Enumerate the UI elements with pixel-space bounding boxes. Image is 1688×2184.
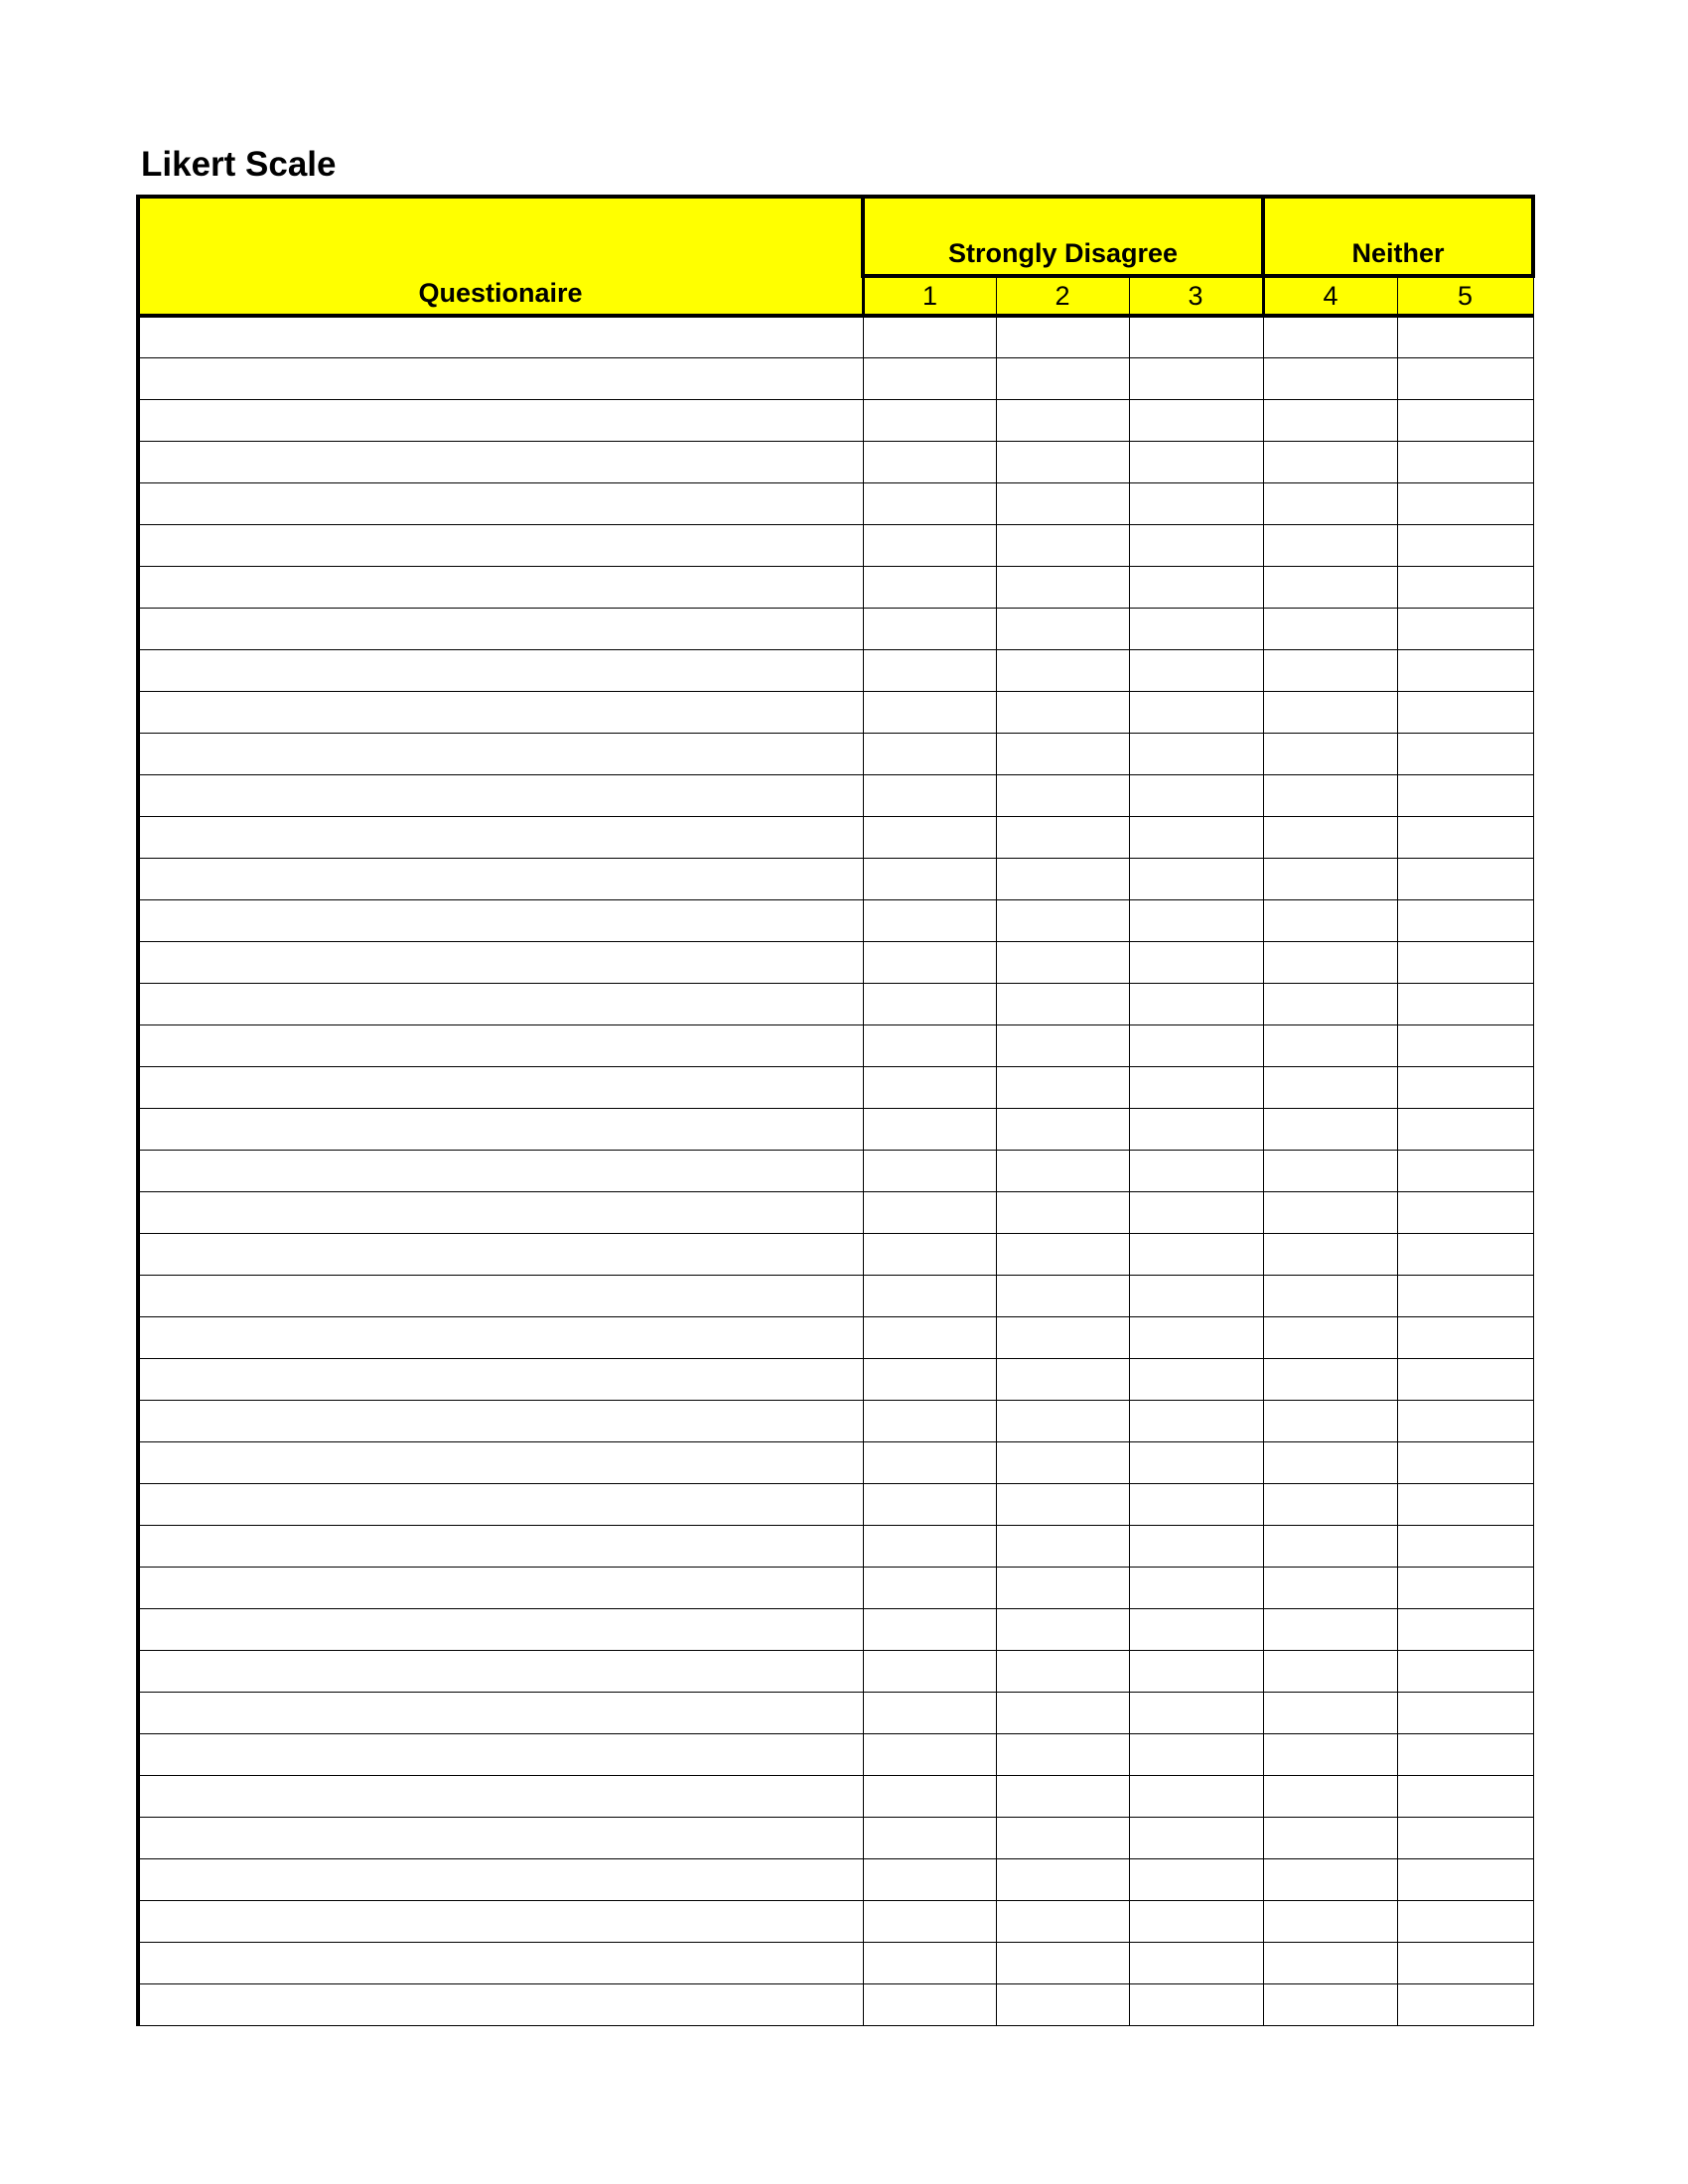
response-row (138, 1608, 1533, 1650)
question-cell[interactable] (138, 1817, 863, 1858)
rating-cell-4[interactable] (1263, 1024, 1397, 1066)
question-cell[interactable] (138, 1942, 863, 1983)
rating-cell-5[interactable] (1397, 357, 1533, 399)
question-cell[interactable] (138, 858, 863, 899)
question-cell[interactable] (138, 816, 863, 858)
rating-cell-5[interactable] (1397, 399, 1533, 441)
rating-cell-1[interactable] (863, 1275, 996, 1316)
rating-cell-5[interactable] (1397, 649, 1533, 691)
rating-cell-2[interactable] (996, 1858, 1129, 1900)
rating-cell-2[interactable] (996, 899, 1129, 941)
rating-cell-4[interactable] (1263, 566, 1397, 608)
response-row (138, 1441, 1533, 1483)
rating-cell-1[interactable] (863, 649, 996, 691)
question-cell[interactable] (138, 1108, 863, 1150)
rating-cell-3[interactable] (1129, 983, 1263, 1024)
rating-cell-1[interactable] (863, 1733, 996, 1775)
rating-cell-5[interactable] (1397, 1024, 1533, 1066)
rating-cell-4[interactable] (1263, 649, 1397, 691)
rating-cell-1[interactable] (863, 1150, 996, 1191)
rating-cell-1[interactable] (863, 816, 996, 858)
rating-cell-3[interactable] (1129, 441, 1263, 482)
rating-cell-1[interactable] (863, 1525, 996, 1567)
rating-cell-3[interactable] (1129, 1900, 1263, 1942)
rating-cell-3[interactable] (1129, 1275, 1263, 1316)
response-row (138, 1983, 1533, 2025)
rating-cell-5[interactable] (1397, 983, 1533, 1024)
strongly-disagree-header[interactable]: Strongly Disagree (863, 197, 1263, 276)
rating-cell-2[interactable] (996, 774, 1129, 816)
rating-cell-5[interactable] (1397, 899, 1533, 941)
question-cell[interactable] (138, 899, 863, 941)
scale-header-2[interactable]: 2 (996, 276, 1129, 316)
response-row (138, 816, 1533, 858)
rating-cell-3[interactable] (1129, 1525, 1263, 1567)
rating-cell-5[interactable] (1397, 1275, 1533, 1316)
rating-cell-2[interactable] (996, 524, 1129, 566)
rating-cell-5[interactable] (1397, 566, 1533, 608)
question-cell[interactable] (138, 441, 863, 482)
rating-cell-2[interactable] (996, 399, 1129, 441)
question-cell[interactable] (138, 983, 863, 1024)
question-cell[interactable] (138, 1400, 863, 1441)
rating-cell-5[interactable] (1397, 1858, 1533, 1900)
rating-cell-3[interactable] (1129, 1108, 1263, 1150)
rating-cell-3[interactable] (1129, 1983, 1263, 2025)
rating-cell-3[interactable] (1129, 1608, 1263, 1650)
rating-cell-2[interactable] (996, 1567, 1129, 1608)
response-row (138, 1358, 1533, 1400)
rating-cell-4[interactable] (1263, 1900, 1397, 1942)
response-row (138, 399, 1533, 441)
rating-cell-2[interactable] (996, 1983, 1129, 2025)
scale-header-4[interactable]: 4 (1263, 276, 1397, 316)
rating-cell-4[interactable] (1263, 441, 1397, 482)
rating-cell-3[interactable] (1129, 1150, 1263, 1191)
response-row (138, 941, 1533, 983)
question-cell[interactable] (138, 566, 863, 608)
rating-cell-4[interactable] (1263, 524, 1397, 566)
rating-cell-1[interactable] (863, 1650, 996, 1692)
response-row (138, 524, 1533, 566)
rating-cell-3[interactable] (1129, 1358, 1263, 1400)
rating-cell-3[interactable] (1129, 899, 1263, 941)
rating-cell-1[interactable] (863, 1400, 996, 1441)
response-row (138, 1483, 1533, 1525)
rating-cell-4[interactable] (1263, 1150, 1397, 1191)
response-row (138, 1650, 1533, 1692)
sheet-title: Likert Scale (141, 145, 337, 184)
rating-cell-3[interactable] (1129, 1692, 1263, 1733)
rating-cell-1[interactable] (863, 524, 996, 566)
rating-cell-4[interactable] (1263, 1567, 1397, 1608)
response-row (138, 1275, 1533, 1316)
questionnaire-header[interactable]: Questionaire (138, 197, 863, 316)
rating-cell-1[interactable] (863, 1024, 996, 1066)
rating-cell-4[interactable] (1263, 357, 1397, 399)
rating-cell-1[interactable] (863, 1858, 996, 1900)
rating-cell-2[interactable] (996, 858, 1129, 899)
rating-cell-1[interactable] (863, 941, 996, 983)
rating-cell-3[interactable] (1129, 1233, 1263, 1275)
rating-cell-5[interactable] (1397, 524, 1533, 566)
rating-cell-3[interactable] (1129, 1567, 1263, 1608)
rating-cell-3[interactable] (1129, 316, 1263, 357)
rating-cell-4[interactable] (1263, 1275, 1397, 1316)
rating-cell-3[interactable] (1129, 691, 1263, 733)
rating-cell-4[interactable] (1263, 733, 1397, 774)
rating-cell-4[interactable] (1263, 316, 1397, 357)
scale-header-1[interactable]: 1 (863, 276, 996, 316)
question-cell[interactable] (138, 1692, 863, 1733)
response-row (138, 608, 1533, 649)
rating-cell-4[interactable] (1263, 1525, 1397, 1567)
rating-cell-3[interactable] (1129, 566, 1263, 608)
rating-cell-3[interactable] (1129, 774, 1263, 816)
question-cell[interactable] (138, 1525, 863, 1567)
question-cell[interactable] (138, 691, 863, 733)
rating-cell-3[interactable] (1129, 1942, 1263, 1983)
rating-cell-1[interactable] (863, 1692, 996, 1733)
rating-cell-2[interactable] (996, 1775, 1129, 1817)
rating-cell-2[interactable] (996, 1275, 1129, 1316)
rating-cell-1[interactable] (863, 357, 996, 399)
question-cell[interactable] (138, 1441, 863, 1483)
rating-cell-5[interactable] (1397, 1316, 1533, 1358)
rating-cell-1[interactable] (863, 733, 996, 774)
rating-cell-3[interactable] (1129, 733, 1263, 774)
rating-cell-5[interactable] (1397, 1650, 1533, 1692)
rating-cell-2[interactable] (996, 1483, 1129, 1525)
rating-cell-2[interactable] (996, 1650, 1129, 1692)
question-cell[interactable] (138, 941, 863, 983)
response-row (138, 1858, 1533, 1900)
rating-cell-5[interactable] (1397, 1108, 1533, 1150)
rating-cell-1[interactable] (863, 1191, 996, 1233)
rating-cell-1[interactable] (863, 316, 996, 357)
rating-cell-2[interactable] (996, 1692, 1129, 1733)
rating-cell-5[interactable] (1397, 816, 1533, 858)
question-cell[interactable] (138, 1066, 863, 1108)
rating-cell-2[interactable] (996, 733, 1129, 774)
rating-cell-4[interactable] (1263, 1400, 1397, 1441)
response-row (138, 1525, 1533, 1567)
response-row (138, 482, 1533, 524)
response-row (138, 774, 1533, 816)
rating-cell-5[interactable] (1397, 1733, 1533, 1775)
rating-cell-1[interactable] (863, 1608, 996, 1650)
rating-cell-1[interactable] (863, 441, 996, 482)
response-row (138, 1024, 1533, 1066)
rating-cell-4[interactable] (1263, 399, 1397, 441)
rating-cell-3[interactable] (1129, 482, 1263, 524)
rating-cell-2[interactable] (996, 357, 1129, 399)
rating-cell-2[interactable] (996, 1900, 1129, 1942)
question-cell[interactable] (138, 1191, 863, 1233)
question-cell[interactable] (138, 1858, 863, 1900)
rating-cell-3[interactable] (1129, 1066, 1263, 1108)
question-cell[interactable] (138, 1358, 863, 1400)
question-cell[interactable] (138, 1608, 863, 1650)
scale-header-3[interactable]: 3 (1129, 276, 1263, 316)
response-row (138, 1233, 1533, 1275)
rating-cell-2[interactable] (996, 1525, 1129, 1567)
rating-cell-5[interactable] (1397, 1942, 1533, 1983)
rating-cell-5[interactable] (1397, 941, 1533, 983)
response-row (138, 316, 1533, 357)
rating-cell-3[interactable] (1129, 1400, 1263, 1441)
rating-cell-5[interactable] (1397, 1775, 1533, 1817)
rating-cell-2[interactable] (996, 1358, 1129, 1400)
rating-cell-4[interactable] (1263, 1983, 1397, 2025)
rating-cell-1[interactable] (863, 1066, 996, 1108)
rating-cell-1[interactable] (863, 1817, 996, 1858)
question-cell[interactable] (138, 1275, 863, 1316)
rating-cell-1[interactable] (863, 1900, 996, 1942)
question-cell[interactable] (138, 1983, 863, 2025)
rating-cell-4[interactable] (1263, 899, 1397, 941)
rating-cell-1[interactable] (863, 1441, 996, 1483)
rating-cell-2[interactable] (996, 816, 1129, 858)
question-cell[interactable] (138, 774, 863, 816)
rating-cell-5[interactable] (1397, 774, 1533, 816)
rating-cell-3[interactable] (1129, 357, 1263, 399)
rating-cell-1[interactable] (863, 1983, 996, 2025)
rating-cell-5[interactable] (1397, 1608, 1533, 1650)
response-row (138, 899, 1533, 941)
rating-cell-1[interactable] (863, 983, 996, 1024)
rating-cell-5[interactable] (1397, 1525, 1533, 1567)
rating-cell-4[interactable] (1263, 774, 1397, 816)
rating-cell-2[interactable] (996, 983, 1129, 1024)
neither-header[interactable]: Neither (1263, 197, 1533, 276)
rating-cell-1[interactable] (863, 858, 996, 899)
question-cell[interactable] (138, 1024, 863, 1066)
response-row (138, 1692, 1533, 1733)
rating-cell-3[interactable] (1129, 1817, 1263, 1858)
rating-cell-5[interactable] (1397, 1150, 1533, 1191)
question-cell[interactable] (138, 1483, 863, 1525)
rating-cell-2[interactable] (996, 1608, 1129, 1650)
rating-cell-5[interactable] (1397, 691, 1533, 733)
rating-cell-4[interactable] (1263, 482, 1397, 524)
question-cell[interactable] (138, 482, 863, 524)
rating-cell-1[interactable] (863, 1358, 996, 1400)
rating-cell-4[interactable] (1263, 1066, 1397, 1108)
rating-cell-3[interactable] (1129, 1316, 1263, 1358)
response-row (138, 1108, 1533, 1150)
rating-cell-4[interactable] (1263, 1692, 1397, 1733)
question-cell[interactable] (138, 733, 863, 774)
rating-cell-3[interactable] (1129, 1024, 1263, 1066)
rating-cell-5[interactable] (1397, 1400, 1533, 1441)
rating-cell-4[interactable] (1263, 608, 1397, 649)
rating-cell-4[interactable] (1263, 1108, 1397, 1150)
rating-cell-1[interactable] (863, 774, 996, 816)
rating-cell-4[interactable] (1263, 1733, 1397, 1775)
rating-cell-2[interactable] (996, 1024, 1129, 1066)
rating-cell-5[interactable] (1397, 1817, 1533, 1858)
rating-cell-1[interactable] (863, 1108, 996, 1150)
rating-cell-1[interactable] (863, 482, 996, 524)
response-row (138, 691, 1533, 733)
rating-cell-2[interactable] (996, 566, 1129, 608)
rating-cell-4[interactable] (1263, 1191, 1397, 1233)
response-row (138, 1942, 1533, 1983)
response-row (138, 357, 1533, 399)
rating-cell-4[interactable] (1263, 1483, 1397, 1525)
rating-cell-1[interactable] (863, 608, 996, 649)
rating-cell-3[interactable] (1129, 1858, 1263, 1900)
likert-table (136, 195, 1535, 2026)
rating-cell-5[interactable] (1397, 1233, 1533, 1275)
rating-cell-5[interactable] (1397, 1358, 1533, 1400)
rating-cell-2[interactable] (996, 1441, 1129, 1483)
rating-cell-4[interactable] (1263, 983, 1397, 1024)
question-cell[interactable] (138, 1150, 863, 1191)
rating-cell-5[interactable] (1397, 316, 1533, 357)
response-row (138, 1817, 1533, 1858)
rating-cell-1[interactable] (863, 691, 996, 733)
rating-cell-4[interactable] (1263, 1441, 1397, 1483)
rating-cell-5[interactable] (1397, 1066, 1533, 1108)
rating-cell-2[interactable] (996, 1400, 1129, 1441)
rating-cell-5[interactable] (1397, 1483, 1533, 1525)
rating-cell-5[interactable] (1397, 1441, 1533, 1483)
response-row (138, 566, 1533, 608)
scale-header-5[interactable]: 5 (1397, 276, 1533, 316)
rating-cell-2[interactable] (996, 316, 1129, 357)
rating-cell-1[interactable] (863, 566, 996, 608)
rating-cell-1[interactable] (863, 1316, 996, 1358)
rating-cell-4[interactable] (1263, 1817, 1397, 1858)
rating-cell-5[interactable] (1397, 1191, 1533, 1233)
rating-cell-3[interactable] (1129, 1191, 1263, 1233)
rating-cell-5[interactable] (1397, 482, 1533, 524)
rating-cell-2[interactable] (996, 482, 1129, 524)
question-cell[interactable] (138, 1650, 863, 1692)
rating-cell-5[interactable] (1397, 441, 1533, 482)
question-cell[interactable] (138, 1733, 863, 1775)
rating-cell-2[interactable] (996, 1066, 1129, 1108)
question-cell[interactable] (138, 1567, 863, 1608)
response-row (138, 1316, 1533, 1358)
question-cell[interactable] (138, 608, 863, 649)
rating-cell-2[interactable] (996, 608, 1129, 649)
rating-cell-1[interactable] (863, 1233, 996, 1275)
rating-cell-4[interactable] (1263, 1775, 1397, 1817)
rating-cell-3[interactable] (1129, 816, 1263, 858)
rating-cell-5[interactable] (1397, 1983, 1533, 2025)
rating-cell-1[interactable] (863, 899, 996, 941)
rating-cell-3[interactable] (1129, 399, 1263, 441)
rating-cell-4[interactable] (1263, 1358, 1397, 1400)
rating-cell-5[interactable] (1397, 858, 1533, 899)
rating-cell-2[interactable] (996, 1942, 1129, 1983)
rating-cell-1[interactable] (863, 1567, 996, 1608)
rating-cell-3[interactable] (1129, 608, 1263, 649)
rating-cell-2[interactable] (996, 1316, 1129, 1358)
rating-cell-3[interactable] (1129, 1733, 1263, 1775)
question-cell[interactable] (138, 649, 863, 691)
rating-cell-3[interactable] (1129, 1441, 1263, 1483)
rating-cell-1[interactable] (863, 1483, 996, 1525)
rating-cell-2[interactable] (996, 941, 1129, 983)
rating-cell-4[interactable] (1263, 1233, 1397, 1275)
rating-cell-3[interactable] (1129, 941, 1263, 983)
response-row (138, 858, 1533, 899)
rating-cell-5[interactable] (1397, 733, 1533, 774)
question-cell[interactable] (138, 316, 863, 357)
question-cell[interactable] (138, 1316, 863, 1358)
rating-cell-1[interactable] (863, 1942, 996, 1983)
response-row (138, 1900, 1533, 1942)
rating-cell-2[interactable] (996, 1733, 1129, 1775)
rating-cell-3[interactable] (1129, 1483, 1263, 1525)
rating-cell-5[interactable] (1397, 1692, 1533, 1733)
rating-cell-2[interactable] (996, 1233, 1129, 1275)
rating-cell-4[interactable] (1263, 858, 1397, 899)
rating-cell-4[interactable] (1263, 1608, 1397, 1650)
rating-cell-5[interactable] (1397, 1900, 1533, 1942)
rating-cell-4[interactable] (1263, 1942, 1397, 1983)
rating-cell-1[interactable] (863, 1775, 996, 1817)
response-row (138, 441, 1533, 482)
response-row (138, 983, 1533, 1024)
rating-cell-2[interactable] (996, 1108, 1129, 1150)
response-row (138, 1191, 1533, 1233)
rating-cell-5[interactable] (1397, 1567, 1533, 1608)
question-cell[interactable] (138, 524, 863, 566)
response-row (138, 1400, 1533, 1441)
rating-cell-4[interactable] (1263, 941, 1397, 983)
rating-cell-2[interactable] (996, 691, 1129, 733)
rating-cell-3[interactable] (1129, 1775, 1263, 1817)
question-cell[interactable] (138, 399, 863, 441)
rating-cell-2[interactable] (996, 649, 1129, 691)
rating-cell-3[interactable] (1129, 1650, 1263, 1692)
rating-cell-4[interactable] (1263, 691, 1397, 733)
rating-cell-1[interactable] (863, 399, 996, 441)
rating-cell-4[interactable] (1263, 1650, 1397, 1692)
rating-cell-3[interactable] (1129, 649, 1263, 691)
response-row (138, 1066, 1533, 1108)
rating-cell-3[interactable] (1129, 524, 1263, 566)
header-row-groups (138, 197, 1533, 276)
rating-cell-5[interactable] (1397, 608, 1533, 649)
rating-cell-4[interactable] (1263, 816, 1397, 858)
rating-cell-4[interactable] (1263, 1858, 1397, 1900)
question-cell[interactable] (138, 1775, 863, 1817)
rating-cell-4[interactable] (1263, 1316, 1397, 1358)
rating-cell-3[interactable] (1129, 858, 1263, 899)
response-row (138, 649, 1533, 691)
rating-cell-2[interactable] (996, 1817, 1129, 1858)
response-row (138, 733, 1533, 774)
question-cell[interactable] (138, 1233, 863, 1275)
question-cell[interactable] (138, 357, 863, 399)
response-row (138, 1150, 1533, 1191)
response-row (138, 1567, 1533, 1608)
rating-cell-2[interactable] (996, 441, 1129, 482)
response-row (138, 1733, 1533, 1775)
rating-cell-2[interactable] (996, 1191, 1129, 1233)
response-row (138, 1775, 1533, 1817)
rating-cell-2[interactable] (996, 1150, 1129, 1191)
question-cell[interactable] (138, 1900, 863, 1942)
